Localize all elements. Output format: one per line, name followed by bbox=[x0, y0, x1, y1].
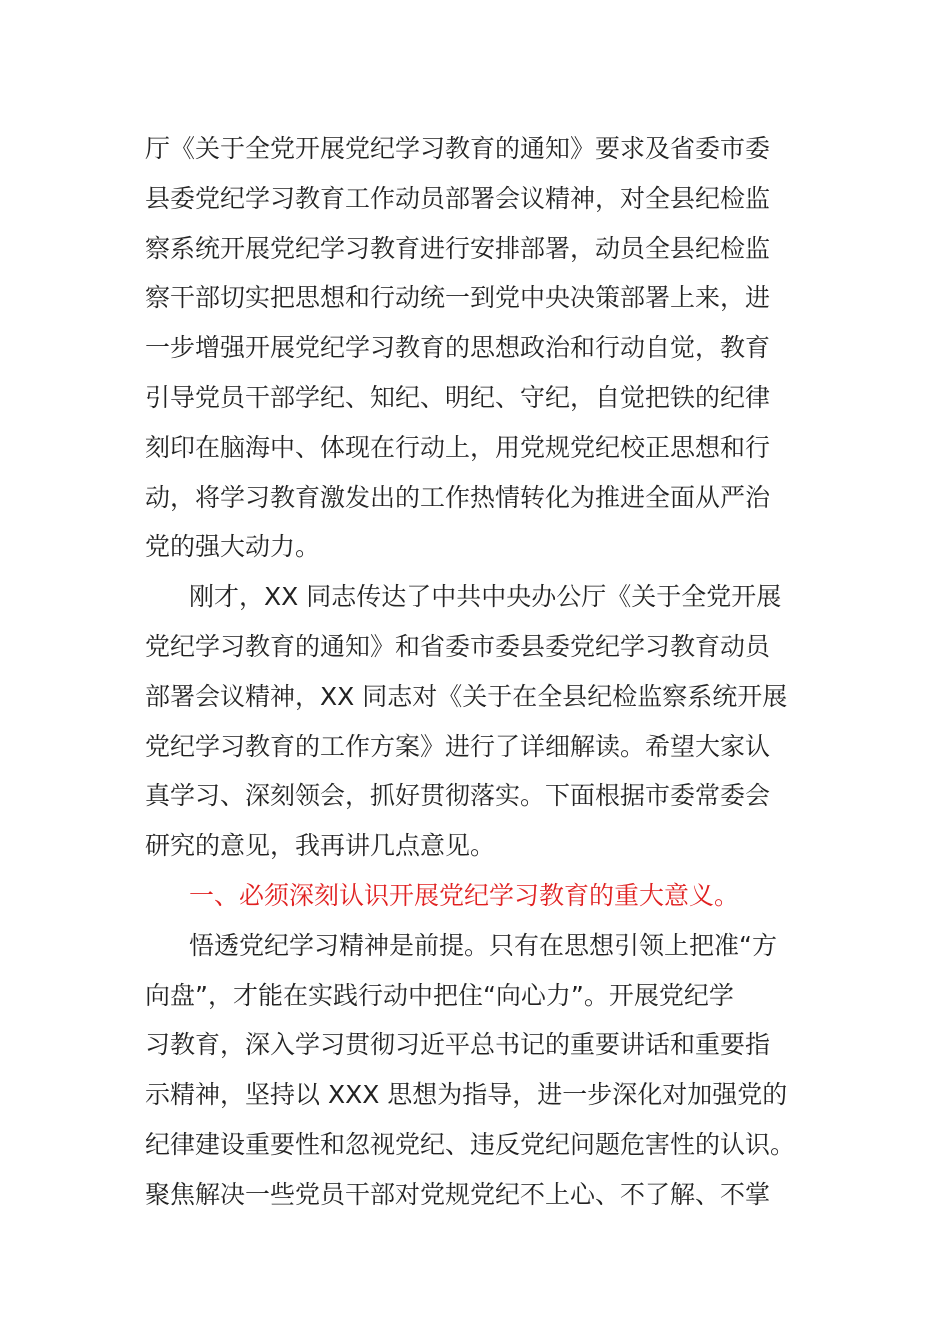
text-line: 一步增强开展党纪学习教育的思想政治和行动自觉，教育 bbox=[145, 333, 771, 363]
text-line: 察干部切实把思想和行动统一到党中央决策部署上来，进 bbox=[145, 283, 771, 313]
text-line: 刻印在脑海中、体现在行动上，用党规党纪校正思想和行 bbox=[145, 432, 771, 462]
text-line: 引导党员干部学纪、知纪、明纪、守纪，自觉把铁的纪律 bbox=[145, 382, 771, 412]
text-line: 党纪学习教育的工作方案》进行了详细解读。希望大家认 bbox=[145, 731, 771, 761]
section-heading-line: 一、必须深刻认识开展党纪学习教育的重大意义。 bbox=[189, 880, 740, 910]
text-line: 动，将学习教育激发出的工作热情转化为推进全面从严治 bbox=[145, 482, 771, 512]
text-line: 党的强大动力。 bbox=[145, 532, 321, 562]
text-line: 纪律建设重要性和忽视党纪、违反党纪问题危害性的认识。 bbox=[145, 1129, 796, 1159]
text-line: 悟透党纪学习精神是前提。只有在思想引领上把准“方 bbox=[189, 930, 777, 960]
text-line: 研究的意见，我再讲几点意见。 bbox=[145, 831, 496, 861]
text-line: 向盘”，才能在实践行动中把住“向心力”。开展党纪学 bbox=[145, 980, 734, 1010]
text-line: 厅《关于全党开展党纪学习教育的通知》要求及省委市委 bbox=[145, 134, 771, 163]
text-line: 真学习、深刻领会，抓好贯彻落实。下面根据市委常委会 bbox=[145, 781, 771, 811]
document-body bbox=[145, 124, 805, 1220]
text-line: 聚焦解决一些党员干部对党规党纪不上心、不了解、不掌 bbox=[145, 1179, 771, 1209]
text-line: 部署会议精神，XX 同志对《关于在全县纪检监察系统开展 bbox=[145, 681, 788, 711]
text-line: 党纪学习教育的通知》和省委市委县委党纪学习教育动员 bbox=[145, 631, 771, 661]
text-line: 示精神，坚持以 XXX 思想为指导，进一步深化对加强党的 bbox=[145, 1080, 788, 1110]
text-line: 习教育，深入学习贯彻习近平总书记的重要讲话和重要指 bbox=[145, 1030, 771, 1060]
text-line: 刚才，XX 同志传达了中共中央办公厅《关于全党开展 bbox=[189, 582, 782, 612]
text-line: 察系统开展党纪学习教育进行安排部署，动员全县纪检监 bbox=[145, 233, 771, 263]
text-line: 县委党纪学习教育工作动员部署会议精神，对全县纪检监 bbox=[145, 183, 771, 213]
